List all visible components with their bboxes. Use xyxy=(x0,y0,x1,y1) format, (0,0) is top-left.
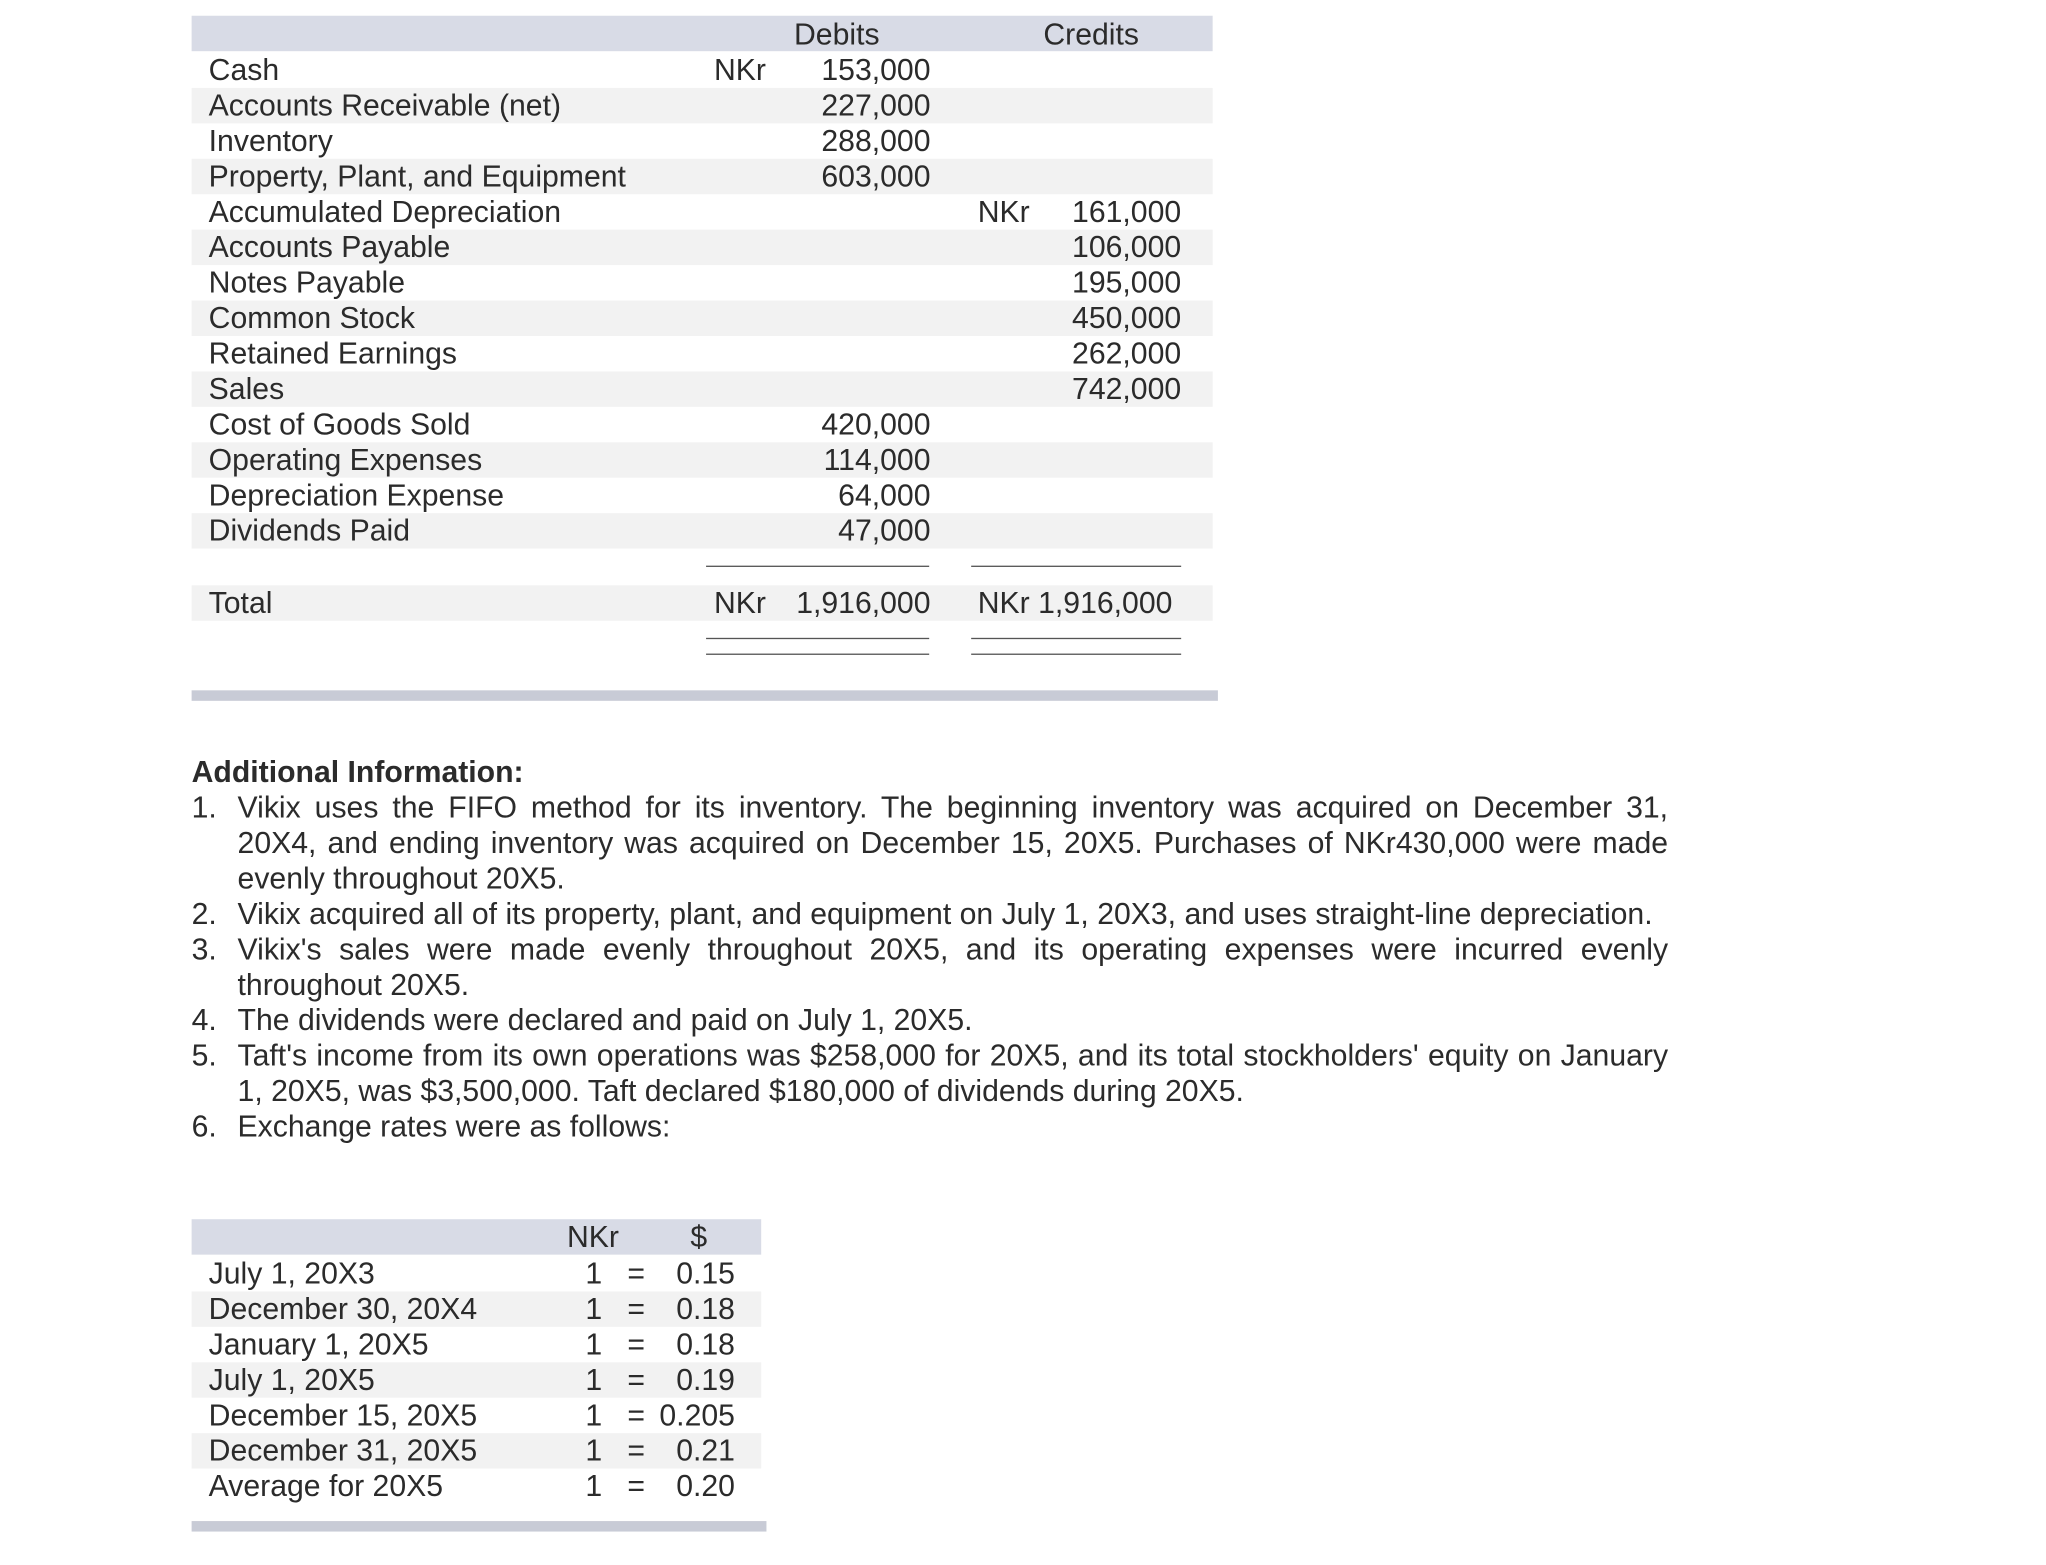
table-row xyxy=(192,301,1213,336)
account-label: Inventory xyxy=(208,123,333,158)
table-row xyxy=(192,1433,762,1468)
exchange-rates-header xyxy=(192,1219,762,1254)
credit-value: 106,000 xyxy=(1072,229,1182,264)
rate-date: December 15, 20X5 xyxy=(208,1397,478,1432)
list-item xyxy=(192,1038,1668,1109)
list-item-number: 5. xyxy=(191,1038,217,1073)
nkr-amount: 1 xyxy=(585,1362,603,1397)
table-row xyxy=(192,123,1213,158)
table-row xyxy=(192,371,1213,406)
list-item xyxy=(192,790,1668,896)
additional-information xyxy=(192,755,1668,1145)
usd-rate: 0.20 xyxy=(676,1468,735,1503)
usd-rate: 0.18 xyxy=(676,1291,735,1326)
list-item-number: 6. xyxy=(191,1108,217,1144)
nkr-amount: 1 xyxy=(585,1468,603,1503)
equals-sign: = xyxy=(627,1362,645,1397)
debit-value: 153,000 xyxy=(821,52,931,87)
rate-date: July 1, 20X3 xyxy=(208,1255,375,1291)
additional-information-title: Additional Information: xyxy=(191,754,524,789)
debit-value: 420,000 xyxy=(821,406,931,441)
table-row xyxy=(192,88,1213,123)
table-row xyxy=(192,1398,762,1433)
credit-value: 742,000 xyxy=(1072,371,1182,406)
total-label: Total xyxy=(208,585,273,620)
nkr-amount: 1 xyxy=(585,1291,603,1326)
credit-value: 450,000 xyxy=(1072,300,1182,335)
table-row xyxy=(192,159,1213,194)
equals-sign: = xyxy=(627,1433,645,1468)
account-label: Notes Payable xyxy=(208,265,405,300)
rate-date: December 31, 20X5 xyxy=(208,1433,478,1468)
account-label: Operating Expenses xyxy=(208,442,483,477)
table-row xyxy=(192,265,1213,300)
equals-sign: = xyxy=(627,1255,645,1291)
table-row xyxy=(192,52,1213,87)
table-row xyxy=(192,1327,762,1362)
account-label: Common Stock xyxy=(208,300,416,335)
debit-value: 288,000 xyxy=(821,123,931,158)
debit-double-rule-bottom xyxy=(706,654,929,655)
list-item xyxy=(192,1003,1668,1038)
credit-double-rule-bottom xyxy=(971,654,1181,655)
nkr-amount: 1 xyxy=(585,1397,603,1432)
list-item-text: Vikix's sales were made evenly throughout 20X5, and its operating expenses were incurred evenly throughout 20X5. xyxy=(237,931,1669,1002)
list-item-number: 1. xyxy=(191,790,217,825)
usd-rate: 0.18 xyxy=(676,1326,735,1361)
credit-value: 195,000 xyxy=(1072,265,1182,300)
table-bottom-bar xyxy=(192,690,1218,700)
rate-date: Average for 20X5 xyxy=(208,1468,444,1503)
table-row xyxy=(192,407,1213,442)
table-row xyxy=(192,1362,762,1397)
account-label: Accounts Payable xyxy=(208,229,451,264)
equals-sign: = xyxy=(627,1326,645,1361)
list-item-text: Vikix uses the FIFO method for its inventory. The beginning inventory was acquired on December 31, 20X4, and ending inventory was acquired on December 15, 20X5. Purchases of NKr430,000 were made evenly throughout 20X5. xyxy=(237,790,1669,896)
table-row xyxy=(192,230,1213,265)
account-label: Sales xyxy=(208,371,285,406)
table-row xyxy=(192,513,1213,548)
debit-currency: NKr xyxy=(713,52,766,87)
debit-subtotal-rule xyxy=(706,566,929,567)
additional-information-list xyxy=(192,790,1668,1144)
account-label: Depreciation Expense xyxy=(208,477,505,512)
list-item xyxy=(192,896,1668,931)
debit-value: 114,000 xyxy=(823,442,931,477)
rate-date: January 1, 20X5 xyxy=(208,1326,429,1361)
debit-value: 64,000 xyxy=(838,477,931,512)
account-label: Dividends Paid xyxy=(208,513,411,548)
nkr-header: NKr xyxy=(566,1219,619,1254)
total-debit-currency: NKr xyxy=(713,585,766,620)
table-row xyxy=(192,442,1213,477)
total-credit-value: NKr 1,916,000 xyxy=(977,585,1173,620)
list-item-number: 2. xyxy=(191,896,217,931)
table-row xyxy=(192,1291,762,1326)
usd-header: $ xyxy=(690,1219,708,1254)
equals-sign: = xyxy=(627,1397,645,1432)
list-item-text: Exchange rates were as follows: xyxy=(237,1108,671,1144)
debit-value: 603,000 xyxy=(821,158,931,193)
usd-rate: 0.21 xyxy=(676,1433,735,1468)
total-row xyxy=(192,585,1213,620)
debit-double-rule-top xyxy=(706,638,929,639)
account-label: Accumulated Depreciation xyxy=(208,194,562,229)
nkr-amount: 1 xyxy=(585,1255,603,1291)
table-row xyxy=(192,336,1213,371)
debit-value: 227,000 xyxy=(821,87,931,123)
usd-rate: 0.19 xyxy=(676,1362,735,1397)
account-label: Property, Plant, and Equipment xyxy=(208,158,626,193)
credit-double-rule-top xyxy=(971,638,1181,639)
rate-date: December 30, 20X4 xyxy=(208,1291,478,1326)
table-row xyxy=(192,478,1213,513)
table-row xyxy=(192,1469,762,1504)
credits-header: Credits xyxy=(1043,17,1139,52)
equals-sign: = xyxy=(627,1468,645,1503)
account-label: Retained Earnings xyxy=(208,335,458,371)
account-label: Accounts Receivable (net) xyxy=(208,87,562,123)
list-item-text: The dividends were declared and paid on July 1, 20X5. xyxy=(237,1002,973,1037)
table-row xyxy=(192,194,1213,229)
list-item xyxy=(192,932,1668,1003)
list-item-text: Taft's income from its own operations was $258,000 for 20X5, and its total stockholders' equity on January 1, 20X5, was $3,500,000. Taft declared $180,000 of dividends during 20X5. xyxy=(237,1038,1669,1108)
equals-sign: = xyxy=(627,1291,645,1326)
credit-value: 161,000 xyxy=(1072,194,1182,229)
credit-value: 262,000 xyxy=(1072,335,1182,371)
credit-currency: NKr xyxy=(977,194,1030,229)
account-label: Cash xyxy=(208,52,280,87)
usd-rate: 0.205 xyxy=(659,1397,735,1432)
list-item xyxy=(192,1109,1668,1144)
account-label: Cost of Goods Sold xyxy=(208,406,471,441)
list-item-number: 3. xyxy=(191,931,217,966)
credit-subtotal-rule xyxy=(971,566,1181,567)
rate-date: July 1, 20X5 xyxy=(208,1362,375,1397)
total-debit-value: 1,916,000 xyxy=(796,585,931,620)
list-item-number: 4. xyxy=(191,1002,217,1037)
table-row xyxy=(192,1256,762,1291)
exchange-table-bottom-bar xyxy=(192,1521,767,1531)
trial-balance-header xyxy=(192,16,1213,51)
usd-rate: 0.15 xyxy=(676,1255,735,1291)
list-item-text: Vikix acquired all of its property, plant, and equipment on July 1, 20X3, and uses straight-line depreciation. xyxy=(237,896,1653,931)
nkr-amount: 1 xyxy=(585,1433,603,1468)
nkr-amount: 1 xyxy=(585,1326,603,1361)
debits-header: Debits xyxy=(794,17,880,52)
debit-value: 47,000 xyxy=(838,513,931,548)
